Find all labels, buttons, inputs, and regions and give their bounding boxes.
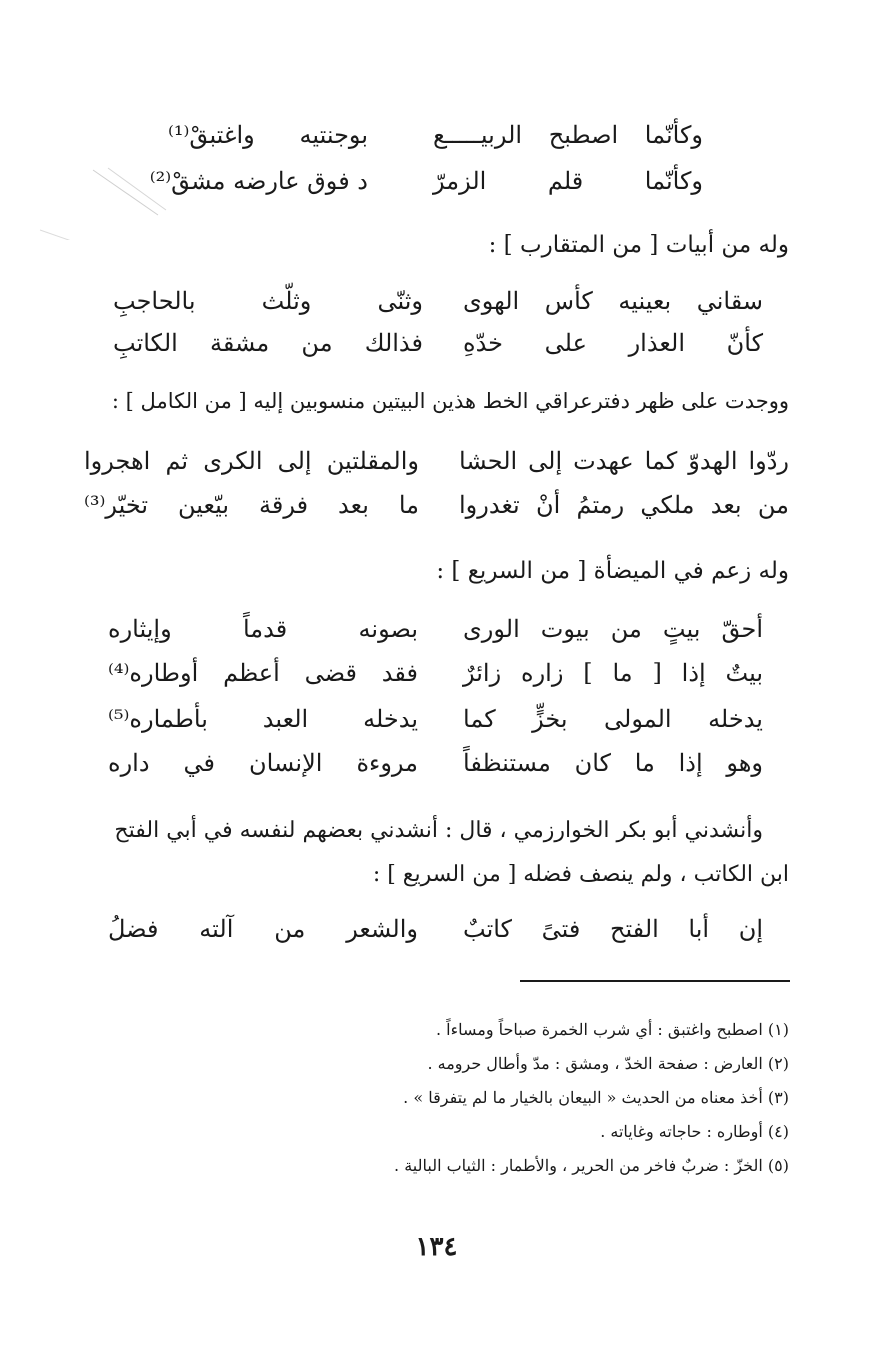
verse-line — [84, 444, 789, 478]
verse-line — [108, 912, 763, 946]
verse-first-hemistich: وكأنّما اصطبح الربيـــــع — [433, 121, 703, 149]
verse-second-hemistich: مروءة الإنسان في داره — [108, 749, 418, 777]
verse-line — [108, 656, 763, 690]
section-intro: ووجدت على ظهر دفترعراقي الخط هذين البيتين منسوبين إليه [ من الكامل ] : — [111, 389, 789, 413]
verse-line — [149, 164, 703, 198]
section-intro: وله زعم في الميضأة [ من السريع ] : — [436, 558, 789, 584]
section-intro: وله من أبيات [ من المتقارب ] : — [488, 232, 789, 258]
verse-second-hemistich: بوجنتيه واغتبقْ⁽¹⁾ — [168, 121, 368, 149]
verse-line — [168, 118, 703, 152]
verse-first-hemistich: بيتٌ إذا [ ما ] زاره زائرٌ — [463, 659, 763, 687]
verse-line — [113, 284, 763, 318]
verse-line — [113, 326, 763, 360]
margin-scribble-mark — [38, 160, 178, 240]
verse-line — [84, 488, 789, 522]
verse-first-hemistich: من بعد ملكي رمتمُ أنْ تغدروا — [459, 491, 789, 519]
footnote: (٢) العارض : صفحة الخدّ ، ومشق : مدّ وأطال حرومه . — [427, 1054, 789, 1073]
verse-second-hemistich: فذالك من مشقة الكاتبِ — [113, 329, 423, 357]
verse-first-hemistich: سقاني بعينيه كأس الهوى — [463, 287, 763, 315]
verse-line — [108, 702, 763, 736]
verse-second-hemistich: فقد قضى أعظم أوطاره⁽⁴⁾ — [108, 659, 418, 687]
verse-second-hemistich: يدخله العبد بأطماره⁽⁵⁾ — [108, 705, 418, 733]
section-intro: ابن الكاتب ، ولم ينصف فضله [ من السريع ] : — [372, 862, 789, 887]
footnote: (١) اصطبح واغتبق : أي شرب الخمرة صباحاً ومساءاً . — [435, 1020, 789, 1039]
footnote: (٥) الخزّ : ضربٌ فاخر من الحرير ، والأطمار : الثياب البالية . — [394, 1156, 789, 1175]
verse-first-hemistich: إن أبا الفتح فتىً كاتبٌ — [463, 915, 763, 943]
verse-second-hemistich: والمقلتين إلى الكرى ثم اهجروا — [84, 447, 419, 475]
verse-second-hemistich: بصونه قدماً وإيثاره — [108, 615, 418, 643]
verse-second-hemistich: والشعر من آلته فضلُ — [108, 915, 418, 943]
verse-first-hemistich: وهو إذا ما كان مستنظفاً — [463, 749, 763, 777]
verse-first-hemistich: وكأنّما قلم الزمرّ — [433, 167, 703, 195]
verse-first-hemistich: أحقّ بيتٍ من بيوت الورى — [463, 615, 763, 643]
verse-first-hemistich: كأنّ العذار على خدّهِ — [463, 329, 763, 357]
footnote: (٤) أوطاره : حاجاته وغاياته . — [600, 1122, 789, 1141]
footnote-separator — [520, 980, 790, 982]
verse-second-hemistich: ما بعد فرقة بيّعين تخيّر⁽³⁾ — [84, 491, 419, 519]
verse-first-hemistich: ردّوا الهدوّ كما عهدت إلى الحشا — [459, 447, 789, 475]
verse-line — [108, 612, 763, 646]
verse-second-hemistich: د فوق عارضه مشقْ⁽²⁾ — [149, 167, 368, 195]
verse-second-hemistich: وثنّى وثلّث بالحاجبِ — [113, 287, 423, 315]
verse-first-hemistich: يدخله المولى بخزٍّ كما — [463, 705, 763, 733]
section-intro: وأنشدني أبو بكر الخوارزمي ، قال : أنشدني بعضهم لنفسه في أبي الفتح — [114, 818, 763, 843]
page-number: ١٣٤ — [415, 1232, 458, 1262]
footnote: (٣) أخذ معناه من الحديث « البيعان بالخيار ما لم يتفرقا » . — [403, 1088, 789, 1107]
verse-line — [108, 746, 763, 780]
